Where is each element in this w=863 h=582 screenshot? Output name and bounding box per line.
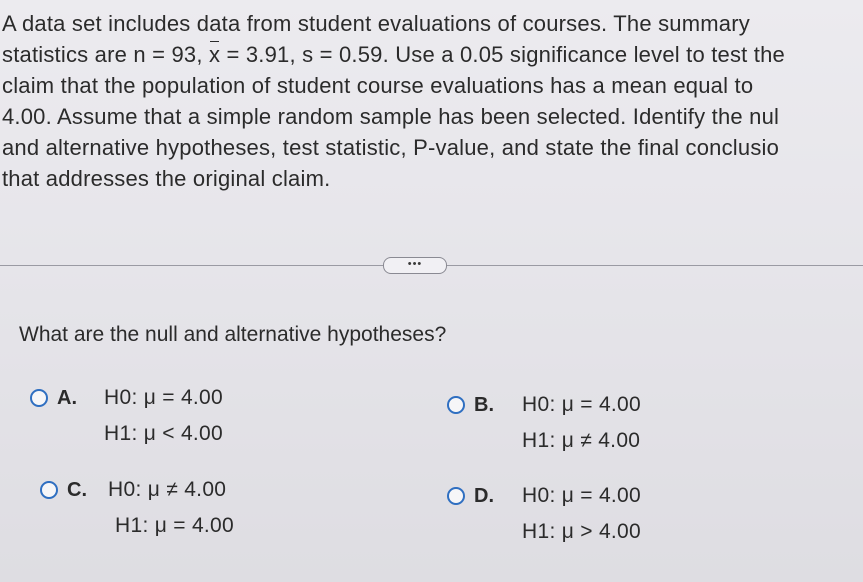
problem-line-5: and alternative hypotheses, test statistic, P-value, and state the final conclusio — [2, 135, 780, 160]
option-letter: B. — [474, 394, 494, 416]
option-a[interactable] — [30, 385, 290, 455]
radio-button-b[interactable] — [447, 396, 465, 414]
option-c[interactable] — [40, 477, 300, 547]
option-letter: C. — [67, 479, 87, 501]
option-d[interactable] — [447, 483, 707, 553]
null-hypothesis: H0: μ = 4.00 — [104, 386, 224, 409]
radio-button-d[interactable] — [447, 487, 465, 505]
expand-more-button[interactable]: ••• — [383, 257, 447, 274]
null-hypothesis: H0: μ = 4.00 — [522, 393, 642, 416]
question-prompt: What are the null and alternative hypotheses? — [19, 323, 447, 346]
problem-line-1: A data set includes data from student evaluations of courses. The summary — [2, 11, 750, 36]
option-letter: A. — [57, 387, 77, 409]
alternative-hypothesis: H1: μ > 4.00 — [522, 520, 642, 543]
sample-mean-symbol: x — [209, 39, 220, 70]
problem-line-6: that addresses the original claim. — [2, 166, 331, 191]
radio-button-c[interactable] — [40, 481, 58, 499]
alternative-hypothesis: H1: μ = 4.00 — [115, 514, 235, 537]
problem-line-4: 4.00. Assume that a simple random sample has been selected. Identify the nul — [2, 104, 780, 129]
null-hypothesis: H0: μ = 4.00 — [522, 484, 642, 507]
problem-line-3: claim that the population of student course evaluations has a mean equal to — [2, 73, 754, 98]
option-letter: D. — [474, 485, 494, 507]
problem-line-2 — [2, 39, 863, 70]
problem-line-2-end: = 3.91, s = 0.59. Use a 0.05 significance level to test the — [220, 42, 785, 67]
problem-line-2-start: statistics are n = 93, — [2, 42, 209, 67]
option-b[interactable] — [447, 392, 707, 462]
null-hypothesis: H0: μ ≠ 4.00 — [108, 478, 227, 501]
alternative-hypothesis: H1: μ ≠ 4.00 — [522, 429, 641, 452]
radio-button-a[interactable] — [30, 389, 48, 407]
problem-statement — [2, 8, 863, 194]
alternative-hypothesis: H1: μ < 4.00 — [104, 422, 224, 445]
